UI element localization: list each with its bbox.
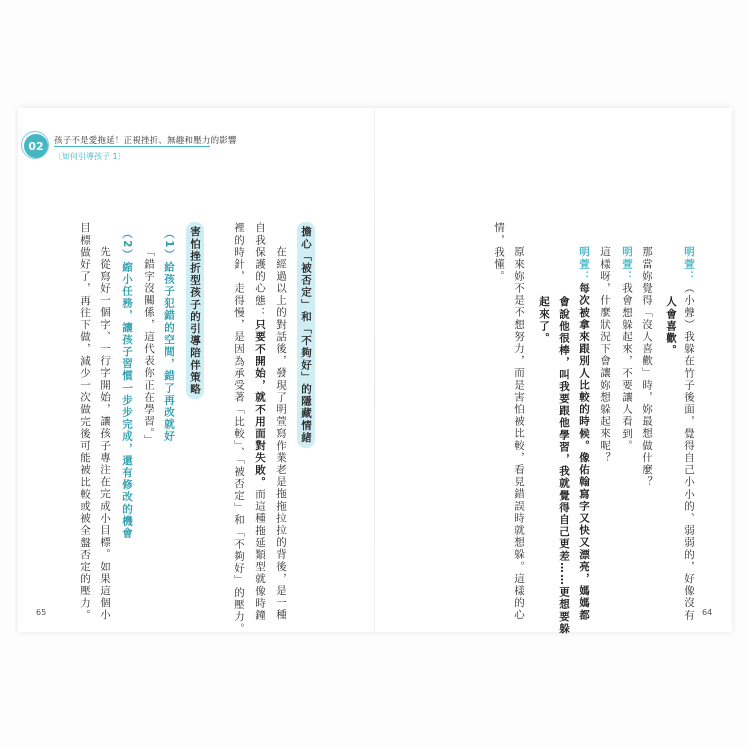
paragraph-line [274, 246, 287, 621]
dialogue-line [640, 246, 653, 488]
dialogue-text: （小聲）我躲在竹子後面，覺得自己小小的、弱弱的，好像沒有 [683, 282, 695, 622]
paragraph-text: 自我保護的心態：只要不開始，就不用面對失敗。而這種拖延類型就像時鐘 [254, 222, 266, 622]
paragraph-line [253, 222, 266, 621]
tip-heading-2 [120, 228, 133, 539]
tip-heading-1 [162, 228, 175, 443]
book-gutter [374, 108, 375, 632]
section-heading-1: 擔心「被否定」和「不夠好」的隱藏情緒 [297, 222, 315, 448]
dialogue-text: 每次被拿來跟別人比較的時候。像佑翰寫字又快又漂亮，媽媽都 [578, 282, 590, 622]
chapter-title: 孩子不是愛拖延！正視挫折、無趣和壓力的影響 [54, 136, 237, 146]
paragraph-line [232, 222, 245, 635]
chapter-number: 02 [28, 139, 44, 153]
speaker-label: 明萱： [621, 246, 633, 283]
paragraph-text: 在經過以上的對話後，發現了明萱寫作業老是拖拖拉拉的背後，是一種 [275, 246, 287, 622]
tip-body-1 [142, 246, 155, 446]
paragraph-text: 裡的時針，走得慢，是因為承受著「比較」、「被否定」和「不夠好」的壓力。 [233, 222, 245, 635]
page-number-right: 64 [702, 608, 713, 617]
dialogue-line [620, 246, 633, 452]
paragraph-text: 目標做好了，再往下做，減少一次做完後可能被比較或被全盤否定的壓力。 [79, 222, 91, 622]
dialogue-line [577, 246, 590, 621]
paragraph-text: 情，我懂。 [493, 222, 505, 283]
paragraph-text: 原來妳不是不想努力，而是害怕被比較，看見錯誤時就想躲。這樣的心 [513, 246, 525, 622]
dialogue-text: 人會喜歡。 [665, 296, 677, 357]
title-rule [54, 146, 210, 147]
tip-text: （1）給孩子犯錯的空間，錯了再改就好 [163, 228, 175, 443]
dialogue-text: 會說他很棒，叫我要跟他學習，我就覺得自己更差……更想要躲 [558, 296, 570, 635]
dialogue-text: 起來了。 [538, 296, 550, 345]
dialogue-line [557, 296, 570, 635]
dialogue-text: 我會想躲起來，不要讓人看到。 [621, 282, 633, 452]
dialogue-line [598, 246, 611, 464]
paragraph-line [512, 246, 525, 621]
dialogue-text: 那當妳覺得「沒人喜歡」時，妳最想做什麼？ [641, 246, 653, 488]
speaker-label: 明萱： [578, 246, 590, 283]
paragraph-line [98, 246, 111, 621]
emphasis-text: 只要不開始，就不用面對失敗。 [254, 318, 266, 489]
dialogue-line [537, 296, 550, 344]
paragraph-line [492, 222, 505, 283]
chapter-subtitle: 〔如何引導孩子 1〕 [54, 152, 126, 161]
page-number-left: 65 [36, 608, 47, 617]
paragraph-text: 先從寫好一個字、一行字開始，讓孩子專注在完成小目標。如果這個小 [99, 246, 111, 622]
dialogue-line [664, 296, 677, 357]
paragraph-line [78, 222, 91, 621]
dialogue-line [682, 246, 695, 621]
section-heading-2: 害怕挫折型孩子的引導陪伴策略 [186, 222, 204, 399]
dialogue-text: 這樣呀，什麼狀況下會讓妳想躲起來呢？ [599, 246, 611, 464]
speaker-label: 明萱： [683, 246, 695, 283]
chapter-number-badge [24, 134, 48, 158]
tip-body-text: 「錯字沒關係，這代表你正在學習。」 [143, 246, 155, 447]
tip-text: （2）縮小任務，讓孩子習慣一步步完成，還有修改的機會 [121, 228, 133, 540]
